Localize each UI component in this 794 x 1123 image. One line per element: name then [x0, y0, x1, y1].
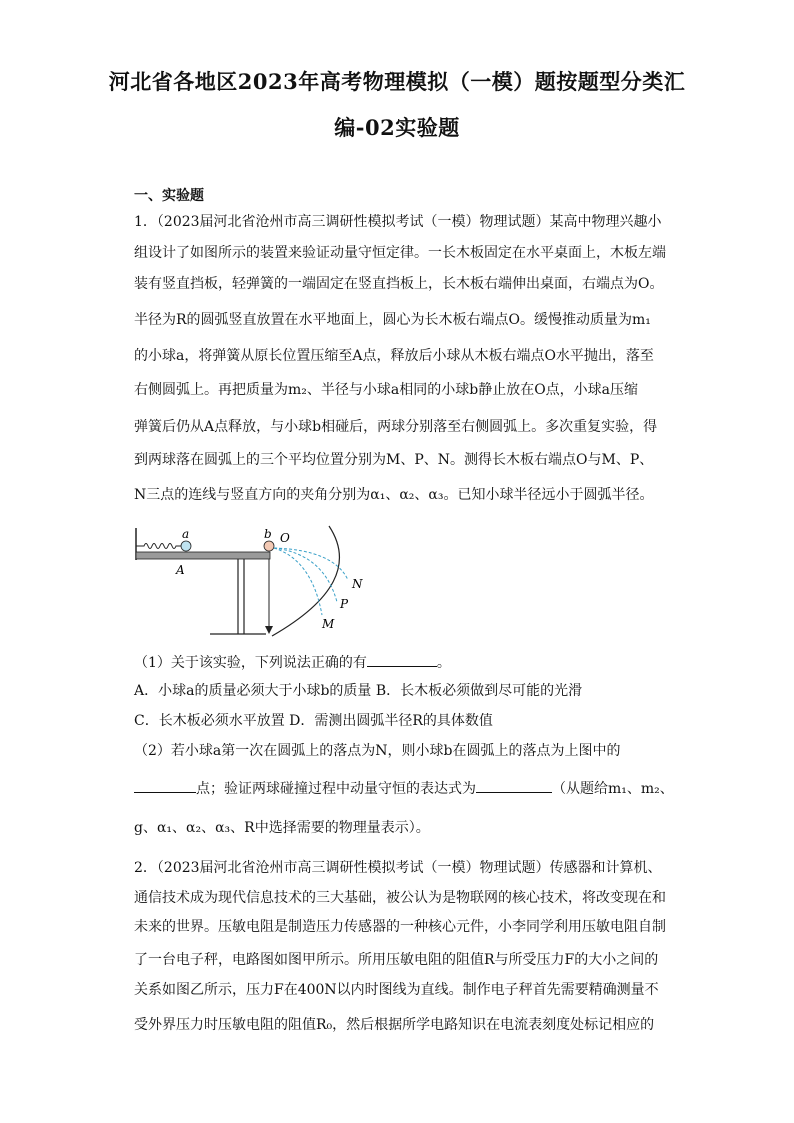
label-M: M [322, 617, 335, 631]
experiment-apparatus-figure [134, 518, 394, 638]
label-b: b [264, 527, 272, 541]
q2-line-1: 2．（2023届河北省沧州市高三调研性模拟考试（一模）物理试题）传感器和计算机、 [134, 860, 662, 876]
label-A: A [176, 563, 185, 577]
q1-options-cd: C．长木板必须水平放置 D．需测出圆弧半径R的具体数值 [134, 713, 493, 729]
q2-line-5: 关系如图乙所示，压力F在400N以内时图线为直线。制作电子秤首先需要精确测量不 [134, 982, 659, 998]
q1-line-6: 右侧圆弧上。再把质量为m₂、半径与小球a相同的小球b静止放在O点，小球a压缩 [134, 382, 639, 398]
document-title-line-2: 编-02实验题 [334, 115, 460, 140]
q1-line-9: N三点的连线与竖直方向的夹角分别为α₁、α₂、α₃。已知小球半径远小于圆弧半径。 [134, 487, 654, 503]
label-P: P [340, 597, 349, 611]
section-heading: 一、实验题 [134, 188, 204, 204]
q1-sub1-text: （1）关于该实验，下列说法正确的有 [134, 655, 367, 671]
q1-sub1-end: 。 [436, 655, 451, 671]
q1-options-ab: A．小球a的质量必须大于小球b的质量 B．长木板必须做到尽可能的光滑 [134, 683, 583, 699]
q2-line-2: 通信技术成为现代信息技术的三大基础，被公认为是物联网的核心技术，将改变现在和 [134, 890, 666, 906]
q1-line-8: 到两球落在圆弧上的三个平均位置分别为M、P、N。测得长木板右端点O与M、P、 [134, 452, 654, 468]
q1-line-4: 半径为R的圆弧竖直放置在水平地面上，圆心为长木板右端点O。缓慢推动质量为m₁ [134, 312, 651, 328]
q1-line-3: 装有竖直挡板，轻弹簧的一端固定在竖直挡板上，长木板右端伸出桌面，右端点为O。 [134, 276, 664, 292]
answer-blank-2[interactable] [134, 778, 196, 793]
q1-sub2-end: （从题给m₁、m₂、 [552, 781, 674, 797]
q2-line-6: 受外界压力时压敏电阻的阻值R₀，然后根据所学电路知识在电流表刻度处标记相应的 [134, 1017, 655, 1033]
q2-line-4: 了一台电子秤，电路图如图甲所示。所用压敏电阻的阻值R与所受压力F的大小之间的 [134, 952, 659, 968]
q1-line-2: 组设计了如图所示的装置来验证动量守恒定律。一长木板固定在水平桌面上，木板左端 [134, 245, 666, 261]
label-o: O [280, 531, 290, 545]
q1-sub-question-2-cont [134, 778, 674, 799]
q1-sub-question-2: （2）若小球a第一次在圆弧上的落点为N，则小球b在圆弧上的落点为上图中的 [134, 743, 621, 759]
document-title-line-1: 河北省各地区2023年高考物理模拟（一模）题按题型分类汇 [108, 69, 686, 94]
q1-sub-question-1 [134, 652, 674, 673]
q1-line-1: 1．（2023届河北省沧州市高三调研性模拟考试（一模）物理试题）某高中物理兴趣小 [134, 214, 662, 230]
q1-line-7: 弹簧后仍从A点释放，与小球b相碰后，两球分别落至右侧圆弧上。多次重复实验，得 [134, 419, 658, 435]
q1-line-5: 的小球a，将弹簧从原长位置压缩至A点，释放后小球从木板右端点O水平抛出，落至 [134, 348, 654, 364]
answer-blank-1[interactable] [367, 652, 437, 667]
q1-sub2-mid: 点；验证两球碰撞过程中动量守恒的表达式为 [196, 781, 476, 797]
q2-line-3: 未来的世界。压敏电阻是制造压力传感器的一种核心元件，小李同学利用压敏电阻自制 [134, 919, 666, 935]
q1-sub-question-2-last: g、α₁、α₂、α₃、R中选择需要的物理量表示）。 [134, 820, 430, 836]
label-a: a [182, 527, 190, 541]
label-N: N [352, 577, 363, 591]
answer-blank-3[interactable] [476, 778, 552, 793]
